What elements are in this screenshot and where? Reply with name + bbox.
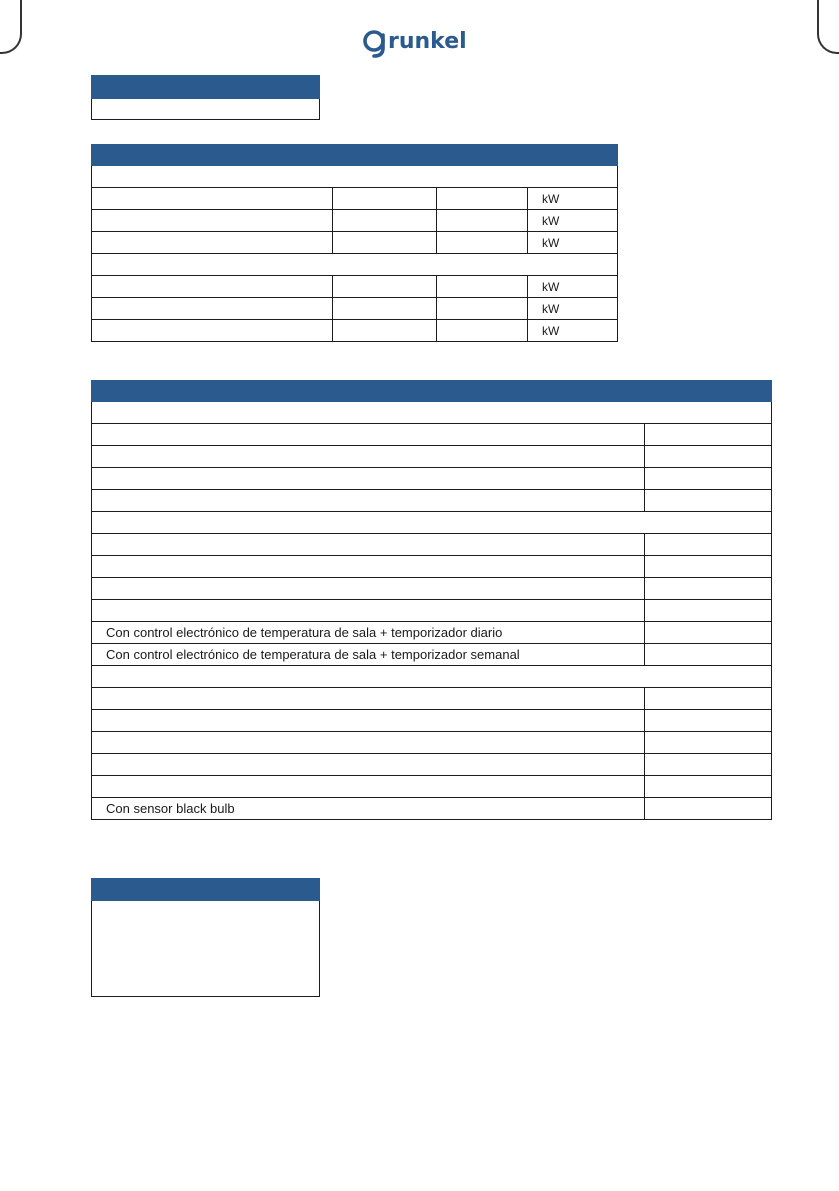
control-row (92, 798, 772, 820)
box-value-cell (92, 99, 320, 120)
power-row (92, 188, 618, 210)
power-row (92, 210, 618, 232)
header-cell (333, 145, 437, 166)
control-label (92, 534, 645, 556)
crop-mark-right (817, 0, 839, 54)
value-cell (437, 298, 528, 320)
control-value-cell (645, 688, 772, 710)
power-table-header (92, 145, 618, 166)
section-cell (92, 166, 618, 188)
control-value-cell (645, 776, 772, 798)
control-row (92, 710, 772, 732)
svg-text:runkel: runkel (388, 29, 467, 54)
power-row (92, 298, 618, 320)
header-cell (645, 381, 772, 402)
control-label (92, 600, 645, 622)
control-value-cell (645, 622, 772, 644)
power-row (92, 276, 618, 298)
control-section-row (92, 402, 772, 424)
control-label (92, 710, 645, 732)
crop-mark-left (0, 0, 22, 54)
value-cell (437, 232, 528, 254)
header-cell (528, 145, 618, 166)
control-label (92, 578, 645, 600)
control-table-header (92, 381, 772, 402)
control-value-cell (645, 710, 772, 732)
control-row (92, 556, 772, 578)
unit-cell: kW (528, 298, 618, 320)
unit-cell: kW (528, 276, 618, 298)
control-row (92, 644, 772, 666)
control-label (92, 446, 645, 468)
value-cell (333, 232, 437, 254)
value-cell (92, 276, 333, 298)
control-row (92, 622, 772, 644)
unit-cell: kW (528, 320, 618, 342)
value-cell (92, 320, 333, 342)
control-label: Con control electrónico de temperatura de sala + temporizador semanal (92, 644, 645, 666)
control-row (92, 776, 772, 798)
value-cell (92, 232, 333, 254)
control-label (92, 732, 645, 754)
box-header (92, 76, 320, 99)
control-row (92, 578, 772, 600)
control-value-cell (645, 446, 772, 468)
section-cell (92, 402, 772, 424)
control-row (92, 754, 772, 776)
control-row (92, 688, 772, 710)
value-cell (333, 320, 437, 342)
control-row (92, 446, 772, 468)
value-cell (333, 276, 437, 298)
control-row (92, 534, 772, 556)
header-cell (92, 145, 333, 166)
control-label (92, 468, 645, 490)
box-content-cell (92, 901, 320, 997)
power-section-row (92, 254, 618, 276)
control-label (92, 688, 645, 710)
control-label (92, 424, 645, 446)
control-value-cell (645, 490, 772, 512)
box-header (92, 879, 320, 901)
control-row (92, 490, 772, 512)
control-label: Con sensor black bulb (92, 798, 645, 820)
control-label (92, 776, 645, 798)
control-value-cell (645, 798, 772, 820)
section-cell (92, 666, 772, 688)
control-value-cell (645, 534, 772, 556)
control-row (92, 732, 772, 754)
heat-control-table (91, 380, 772, 820)
value-cell (437, 276, 528, 298)
header-cell (92, 381, 645, 402)
control-row (92, 424, 772, 446)
control-row (92, 600, 772, 622)
power-row (92, 320, 618, 342)
value-cell (437, 210, 528, 232)
value-cell (333, 188, 437, 210)
value-cell (333, 210, 437, 232)
control-row (92, 468, 772, 490)
value-cell (333, 298, 437, 320)
control-value-cell (645, 732, 772, 754)
section-cell (92, 254, 618, 276)
value-cell (92, 210, 333, 232)
unit-cell: kW (528, 232, 618, 254)
header-cell (437, 145, 528, 166)
unit-cell: kW (528, 210, 618, 232)
control-label: Con control electrónico de temperatura de sala + temporizador diario (92, 622, 645, 644)
control-label (92, 754, 645, 776)
power-row (92, 232, 618, 254)
value-cell (92, 188, 333, 210)
unit-cell: kW (528, 188, 618, 210)
section-cell (92, 512, 772, 534)
control-label (92, 490, 645, 512)
control-value-cell (645, 468, 772, 490)
product-model-box (91, 75, 320, 120)
contact-details-box (91, 878, 320, 997)
value-cell (437, 188, 528, 210)
power-section-row (92, 166, 618, 188)
value-cell (437, 320, 528, 342)
heat-output-table (91, 144, 618, 342)
control-value-cell (645, 578, 772, 600)
value-cell (92, 298, 333, 320)
control-value-cell (645, 754, 772, 776)
control-section-row (92, 512, 772, 534)
control-value-cell (645, 600, 772, 622)
control-label (92, 556, 645, 578)
grunkel-logo (360, 26, 478, 58)
control-value-cell (645, 424, 772, 446)
control-section-row (92, 666, 772, 688)
control-value-cell (645, 556, 772, 578)
control-value-cell (645, 644, 772, 666)
